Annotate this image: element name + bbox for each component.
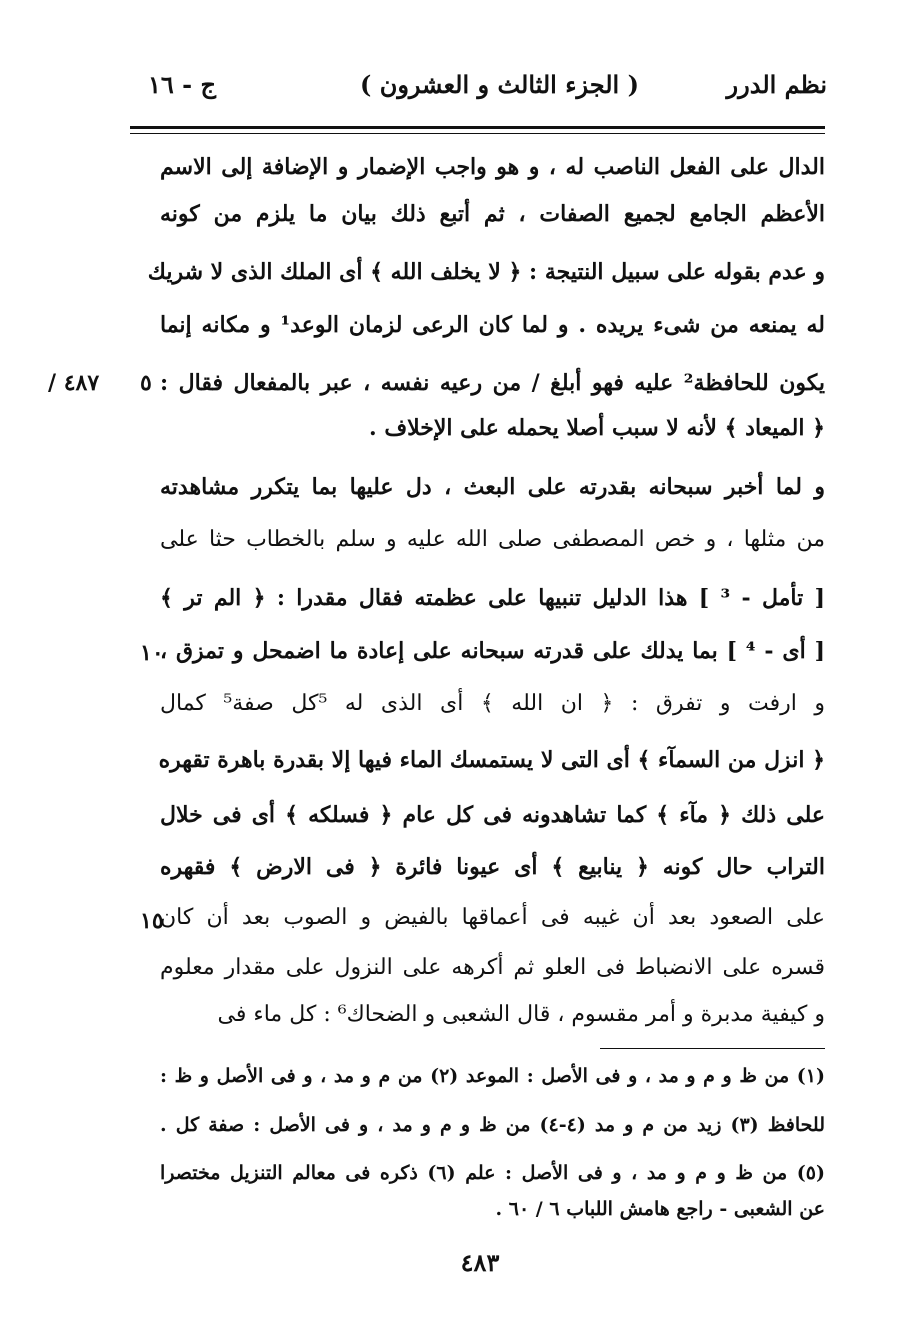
volume-number: ج - ١٦ (148, 70, 216, 99)
body-line: يكون للحافظة² عليه فهو أبلغ / من رعيه نفسه ، عبر بالمفعال فقال : (160, 370, 825, 396)
header-rule-thick (130, 126, 825, 129)
running-title: نظم الدرر (726, 70, 827, 99)
footnote-line: (١) من ظ و م و مد ، و فى الأصل : الموعد (٢) من م و مد ، و فى الأصل و ظ : (160, 1065, 825, 1087)
body-line: ﴿ الميعاد ﴾ لأنه لا سبب أصلا يحمله على الإخلاف . (369, 415, 825, 441)
body-line: [ أى - ⁴ ] بما يدلك على قدرته سبحانه على إعادة ما اضمحل و تمزق ، (160, 638, 825, 664)
body-line: و ارفت و تفرق : ﴿ ان الله ﴾ أى الذى له ⁵كل صفة⁵ كمال (160, 691, 826, 716)
page-number: ٤٨٣ (460, 1248, 500, 1277)
body-line: الأعظم الجامع لجميع الصفات ، ثم أتبع ذلك بيان ما يلزم من كونه (160, 201, 825, 227)
body-line: الدال على الفعل الناصب له ، و هو واجب الإضمار و الإضافة إلى الاسم (160, 154, 825, 180)
body-line: و كيفية مدبرة و أمر مقسوم ، قال الشعبى و الضحاك⁶ : كل ماء فى (217, 1002, 825, 1027)
footnote-line: عن الشعبى - راجع هامش اللباب ٦ / ٦٠ . (495, 1198, 825, 1220)
body-line: و لما أخبر سبحانه بقدرته على البعث ، دل عليها بما يتكرر مشاهدته (160, 474, 825, 500)
footnote-line: (٥) من ظ و م و مد ، و فى الأصل : علم (٦) ذكره فى معالم التنزيل مختصرا (160, 1162, 825, 1184)
body-line: له يمنعه من شىء يريده . و لما كان الرعى لزمان الوعد¹ و مكانه إنما (160, 312, 825, 338)
line-number-5: ٥ (140, 370, 152, 396)
body-line: التراب حال كونه ﴿ ينابيع ﴾ أى عيونا فائرة ﴿ فى الارض ﴾ فقهره (160, 854, 825, 880)
body-line: و عدم بقوله على سبيل النتيجة : ﴿ لا يخلف الله ﴾ أى الملك الذى لا شريك (147, 259, 825, 285)
manuscript-folio-marker: ٤٨٧ / (48, 370, 100, 396)
line-number-15: ١٥ (140, 908, 164, 934)
body-line: من مثلها ، و خص المصطفى صلى الله عليه و سلم بالخطاب حثا على (160, 527, 825, 552)
header-rule-thin (130, 133, 825, 134)
footnote-rule (600, 1048, 825, 1049)
footnote-line: للحافظ (٣) زيد من م و مد (٤-٤) من ظ و م و مد ، و فى الأصل : صفة كل . (160, 1114, 825, 1136)
body-line: [ تأمل - ³ ] هذا الدليل تنبيها على عظمته فقال مقدرا : ﴿ الم تر ﴾ (160, 585, 825, 611)
body-line: قسره على الانضباط فى العلو ثم أكرهه على النزول على مقدار معلوم (160, 955, 825, 980)
line-number-10: ١٠ (140, 640, 164, 666)
part-title: ( الجزء الثالث و العشرون ) (360, 70, 639, 99)
body-line: على ذلك ﴿ مآء ﴾ كما تشاهدونه فى كل عام ﴿ فسلكه ﴾ أى فى خلال (160, 802, 825, 828)
body-line: ﴿ انزل من السمآء ﴾ أى التى لا يستمسك الماء فيها إلا بقدرة باهرة تقهره (158, 747, 825, 773)
body-line: على الصعود بعد أن غيبه فى أعماقها بالفيض و الصوب بعد أن كان (160, 905, 825, 930)
